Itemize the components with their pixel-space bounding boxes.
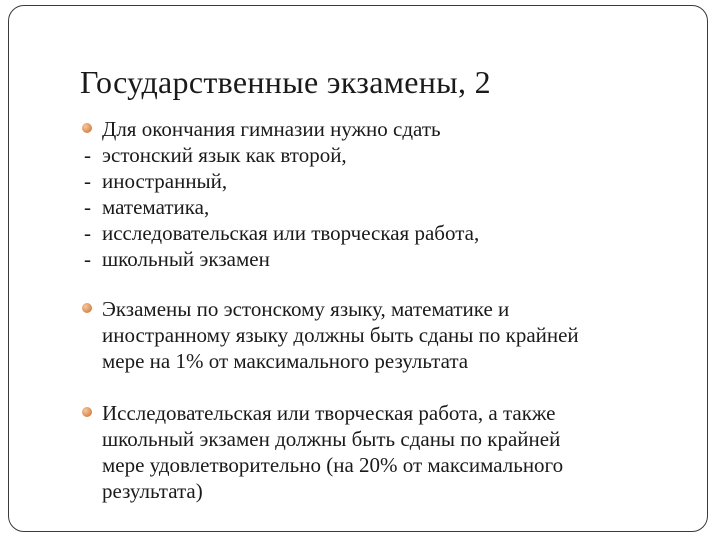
bullet-text-line: Исследовательская или творческая работа, а также	[102, 401, 556, 425]
slide-title: Государственные экзамены, 2	[80, 64, 491, 100]
bullet-text-line: иностранному языку должны быть сданы по крайней	[102, 323, 579, 347]
bullet-text-line: школьный экзамен должны быть сданы по крайней	[102, 427, 561, 451]
round-bullet-icon	[82, 407, 92, 417]
slide-content	[80, 116, 680, 504]
bullet-text: Для окончания гимназии нужно сдать	[102, 117, 441, 141]
list-item	[80, 168, 680, 194]
dash-marker: -	[84, 169, 91, 193]
dash-marker: -	[84, 221, 91, 245]
bullet-text-line: результата)	[102, 479, 203, 503]
bullet-exam-requirements	[80, 116, 680, 142]
list-item-text: иностранный,	[102, 169, 228, 193]
list-item	[80, 142, 680, 168]
dash-marker: -	[84, 247, 91, 271]
bullet-text-line: Экзамены по эстонскому языку, математике и	[102, 297, 510, 321]
dash-marker: -	[84, 143, 91, 167]
list-item-text: школьный экзамен	[102, 247, 270, 271]
bullet-text-line: мере удовлетворительно (на 20% от максимального	[102, 453, 564, 477]
list-item-text: математика,	[102, 195, 210, 219]
list-item-text: исследовательская или творческая работа,	[102, 221, 480, 245]
list-item-text: эстонский язык как второй,	[102, 143, 347, 167]
bullet-minimum-1-percent	[80, 296, 680, 374]
list-item	[80, 194, 680, 220]
list-item	[80, 246, 680, 272]
dash-marker: -	[84, 195, 91, 219]
round-bullet-icon	[82, 123, 92, 133]
bullet-text-line: мере на 1% от максимального результата	[102, 349, 469, 373]
round-bullet-icon	[82, 303, 92, 313]
bullet-minimum-20-percent	[80, 400, 680, 504]
list-item	[80, 220, 680, 246]
